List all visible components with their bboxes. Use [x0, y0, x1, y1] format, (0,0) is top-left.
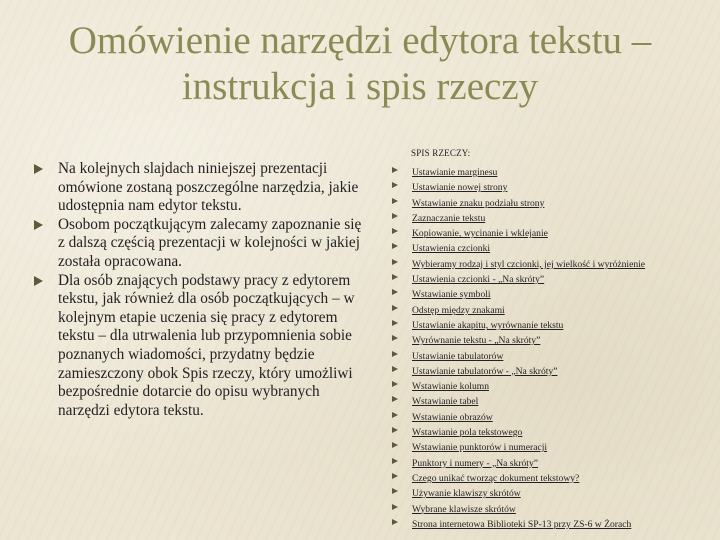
toc-link[interactable]: Wstawianie pola tekstowego	[412, 427, 523, 439]
toc-item	[390, 347, 715, 362]
toc-item	[390, 454, 715, 469]
instructions-item	[34, 160, 364, 216]
toc-item	[390, 316, 715, 331]
toc-link[interactable]: Wybrane klawisze skrótów	[412, 503, 516, 515]
toc-item	[390, 484, 715, 499]
triangle-bullet-icon	[392, 473, 398, 479]
toc-link[interactable]: Wstawianie punktorów i numeracji	[412, 442, 548, 454]
triangle-bullet-icon	[392, 519, 398, 525]
triangle-bullet-icon	[392, 213, 398, 219]
triangle-bullet-icon	[392, 243, 398, 249]
instructions-item	[34, 272, 364, 421]
triangle-bullet-icon	[392, 198, 398, 204]
toc-item	[390, 362, 715, 377]
toc-item	[390, 178, 715, 193]
toc-link[interactable]: Punktory i numery - „Na skróty”	[412, 457, 539, 469]
triangle-bullet-icon	[392, 396, 398, 402]
toc-link[interactable]: Wstawianie symboli	[412, 289, 491, 301]
triangle-bullet-icon	[392, 228, 398, 234]
triangle-bullet-icon	[392, 182, 398, 188]
toc-link[interactable]: Ustawianie tabulatorów - „Na skróty”	[412, 365, 558, 377]
triangle-bullet-icon	[392, 458, 398, 464]
toc-link[interactable]: Wstawianie kolumn	[412, 381, 489, 393]
toc-link[interactable]: Używanie klawiszy skrótów	[412, 488, 521, 500]
triangle-bullet-icon	[392, 351, 398, 357]
toc-item	[390, 301, 715, 316]
toc-link[interactable]: Kopiowanie, wycinanie i wklejanie	[412, 228, 548, 240]
toc-link[interactable]: Ustawienia czcionki	[412, 243, 491, 255]
toc-item	[390, 255, 715, 270]
toc-link[interactable]: Wstawianie tabel	[412, 396, 479, 408]
toc-link[interactable]: Wstawianie obrazów	[412, 411, 493, 423]
instructions-item-text: Osobom początkującym zalecamy zapoznanie się z dalszą częścią prezentacji w kolejności w jakiej została opracowana.	[58, 215, 362, 270]
toc-link[interactable]: Wstawianie znaku podziału strony	[412, 197, 545, 209]
slide-title	[20, 18, 700, 110]
toc-item	[390, 408, 715, 423]
toc-list	[390, 163, 715, 530]
toc-item	[390, 209, 715, 224]
toc-item	[390, 515, 715, 530]
toc-item	[390, 285, 715, 300]
triangle-bullet-icon	[392, 274, 398, 280]
toc-link[interactable]: Strona internetowa Biblioteki SP-13 przy ZS-6 w Żorach	[412, 518, 632, 530]
triangle-bullet-icon	[392, 412, 398, 418]
instructions-item-text: Na kolejnych slajdach niniejszej prezentacji omówione zostaną poszczególne narzędzia, jakie udostępnia nam edytor tekstu.	[58, 160, 359, 215]
toc-link[interactable]: Odstęp między znakami	[412, 304, 505, 316]
instructions-item	[34, 216, 364, 272]
triangle-bullet-icon	[392, 259, 398, 265]
toc-link[interactable]: Ustawianie tabulatorów	[412, 350, 504, 362]
triangle-bullet-icon	[34, 220, 43, 230]
triangle-bullet-icon	[392, 167, 398, 173]
triangle-bullet-icon	[392, 366, 398, 372]
toc-item	[390, 224, 715, 239]
toc-item	[390, 438, 715, 453]
triangle-bullet-icon	[34, 164, 43, 174]
toc-item	[390, 469, 715, 484]
toc-header: SPIS RZECZY:	[411, 148, 471, 158]
toc-item	[390, 194, 715, 209]
triangle-bullet-icon	[392, 427, 398, 433]
toc-link[interactable]: Ustawianie akapitu, wyrównanie tekstu	[412, 319, 564, 331]
toc-item	[390, 331, 715, 346]
triangle-bullet-icon	[392, 320, 398, 326]
triangle-bullet-icon	[392, 488, 398, 494]
instructions-item-text: Dla osób znających podstawy pracy z edytorem tekstu, jak również dla osób początkujących – w kolejnym etapie uczenia się pracy z edytorem tekstu – dla utrwalenia lub przypomnienia sobie poznanych wiadomości, przydatny będzie zamieszczony obok Spis rzeczy, który umożliwi bezpośrednie dotarcie do opisu wybranych narzędzi edytora tekstu.	[58, 271, 355, 419]
instructions-list	[34, 160, 364, 420]
triangle-bullet-icon	[392, 504, 398, 510]
triangle-bullet-icon	[392, 442, 398, 448]
toc-link[interactable]: Ustawianie marginesu	[412, 167, 498, 178]
toc-item	[390, 163, 715, 178]
toc-item	[390, 392, 715, 407]
toc-item	[390, 500, 715, 515]
triangle-bullet-icon	[392, 381, 398, 387]
triangle-bullet-icon	[392, 335, 398, 341]
triangle-bullet-icon	[392, 305, 398, 311]
toc-link[interactable]: Ustawianie nowej strony	[412, 182, 508, 194]
toc-link[interactable]: Zaznaczanie tekstu	[412, 212, 486, 224]
toc-item	[390, 239, 715, 254]
toc-link[interactable]: Czego unikać tworząc dokument tekstowy?	[412, 472, 580, 484]
toc-link[interactable]: Ustawienia czcionki - „Na skróty”	[412, 274, 545, 286]
slide-title-line-2: instrukcja i spis rzeczy	[181, 65, 539, 108]
toc-link[interactable]: Wyrównanie tekstu - „Na skróty”	[412, 335, 541, 347]
triangle-bullet-icon	[392, 289, 398, 295]
triangle-bullet-icon	[34, 276, 43, 286]
slide-title-line-1: Omówienie narzędzi edytora tekstu –	[68, 19, 652, 62]
toc-item	[390, 423, 715, 438]
toc-item	[390, 377, 715, 392]
toc-link[interactable]: Wybieramy rodzaj i styl czcionki, jej wielkość i wyróżnienie	[412, 258, 646, 270]
toc-item	[390, 270, 715, 285]
